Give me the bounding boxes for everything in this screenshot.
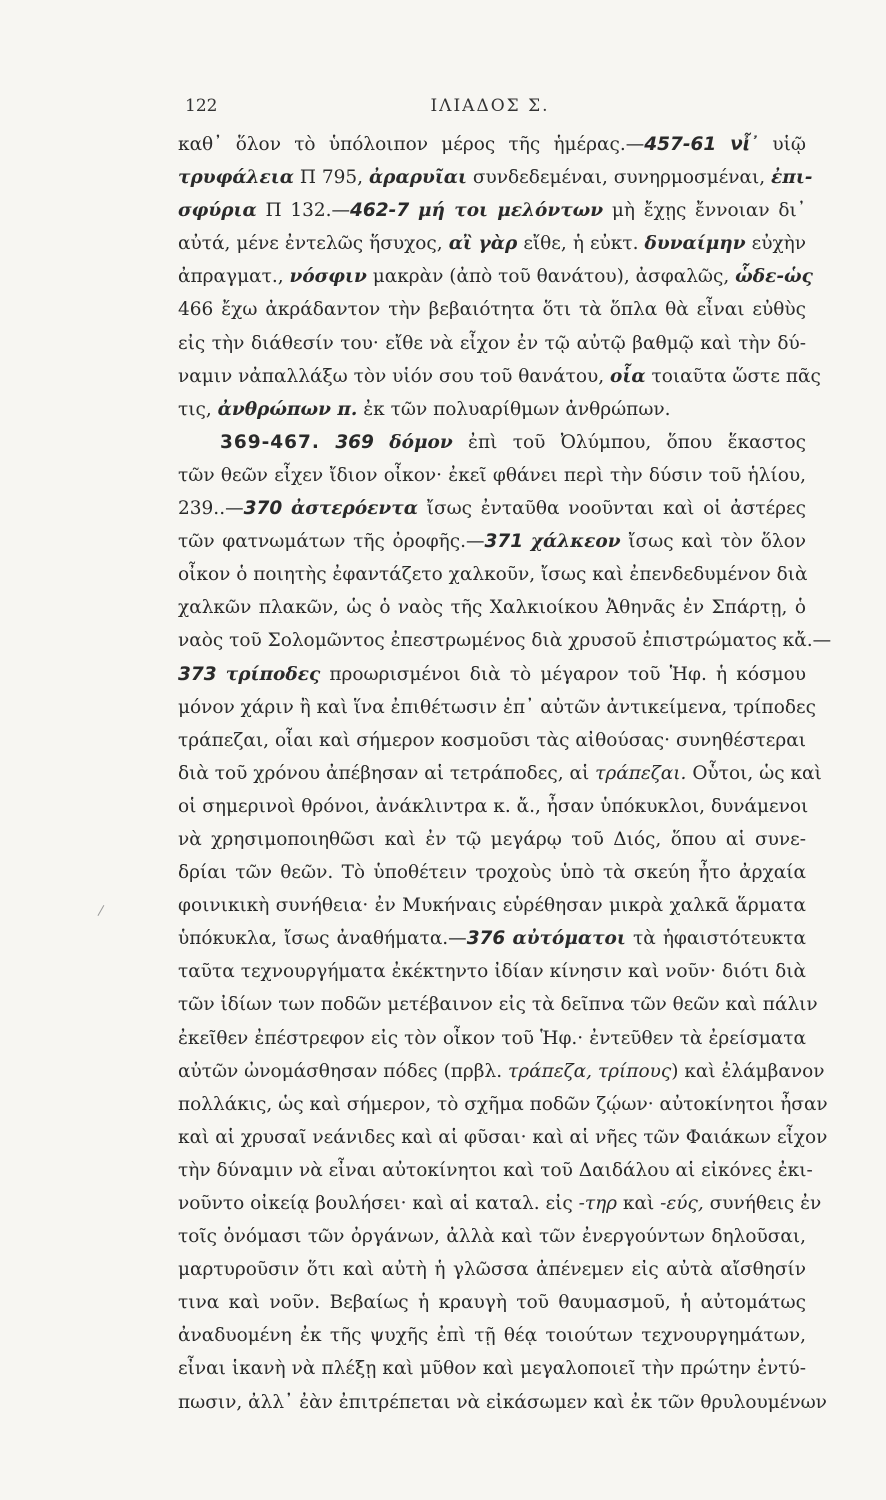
text-run: καὶ αἱ χρυσαῖ νεάνιδες καὶ αἱ φῦσαι· καὶ αἱ νῆες τῶν Φαιάκων εἶχον	[178, 1126, 828, 1148]
text-line	[178, 227, 806, 260]
text-run-num: 371	[484, 531, 524, 553]
text-run-num: 369	[335, 431, 374, 453]
text-run: ἐπὶ τοῦ Ὀλύμπου, ὅπου ἕκαστος	[452, 431, 806, 453]
text-run-b: οἷα	[610, 365, 646, 387]
text-run-b: ἀραρυῖαι	[368, 167, 467, 189]
text-run: καὶ	[617, 1193, 661, 1214]
text-line	[178, 955, 806, 988]
text-line	[178, 393, 806, 426]
text-run	[282, 498, 291, 519]
text-run: Οὗτοι, ὡς καὶ	[686, 762, 822, 784]
text-run	[409, 200, 418, 221]
text-line	[178, 1154, 813, 1187]
text-line	[178, 128, 806, 161]
text-line	[178, 1253, 806, 1286]
text-line	[178, 492, 806, 525]
text-run: εἴθε, ἡ εὐκτ.	[517, 233, 645, 255]
text-line	[178, 922, 806, 955]
text-run-b: τρίποδες	[225, 663, 321, 685]
text-line	[178, 1055, 825, 1088]
text-run: τῶν θεῶν εἶχεν ἴδιον οἶκον· ἐκεῖ φθάνει περὶ τὴν δύσιν τοῦ ἡλίου,	[178, 464, 806, 486]
text-run-it: τράπεζα, τρίπους	[507, 1060, 672, 1082]
text-run: αὐτῶν ὠνομάσθησαν πόδες (πρβλ.	[178, 1060, 508, 1082]
text-run: πωσιν, ἀλλ᾽ ἐὰν ἐπιτρέπεται νὰ εἰκάσωμεν καὶ ἐκ τῶν θρυλουμένων	[178, 1391, 827, 1413]
text-run: 239..—	[178, 498, 244, 520]
text-run-it: -τηρ	[578, 1193, 618, 1214]
text-run: δρίαι τῶν θεῶν. Τὸ ὑποθέτειν τροχοὺς ὑπὸ τὰ σκεύη ἦτο ἀρχαία	[178, 862, 806, 884]
page-header	[185, 96, 795, 126]
text-run: χαλκῶν πλακῶν, ὡς ὁ ναὸς τῆς Χαλκιοίκου Ἀθηνᾶς ἐν Σπάρτῃ, ὁ	[178, 597, 806, 619]
text-run	[320, 432, 335, 453]
text-run	[523, 531, 531, 552]
text-line	[178, 327, 806, 360]
text-run: αὐτά, μένε ἐντελῶς ἥσυχος,	[178, 233, 449, 255]
text-line	[178, 724, 806, 757]
text-run: τράπεζαι, οἷαι καὶ σήμερον κοσμοῦσι τὰς αἰθούσας· συνηθέστεραι	[178, 729, 806, 751]
text-run: φοινικικὴ συνήθεια· ἐν Μυκήναις εὑρέθησαν μικρὰ χαλκᾶ ἅρματα	[178, 895, 806, 917]
text-line	[178, 691, 816, 724]
text-line	[178, 658, 806, 691]
text-run: ναμιν νἀπαλλάξω τὸν υἱόν σου τοῦ θανάτου,	[178, 365, 611, 387]
text-run: συνήθεις ἐν	[703, 1193, 822, 1214]
text-line	[178, 426, 806, 459]
text-run-b: αὐτόματοι	[512, 928, 626, 950]
text-run-b: δόμον	[389, 431, 453, 453]
text-line	[178, 194, 806, 227]
text-line	[178, 856, 806, 889]
text-run: τοιαῦτα ὥστε πᾶς	[645, 365, 821, 387]
text-run: Π 795,	[293, 167, 369, 189]
margin-mark	[97, 905, 109, 919]
text-line	[178, 790, 809, 823]
text-run: μόνον χάριν ἢ καὶ ἵνα ἐπιθέτωσιν ἐπ᾽ αὐτῶν ἀντικείμενα, τρίποδες	[178, 696, 816, 718]
text-run-b: αἲ γὰρ	[448, 233, 518, 255]
text-run-it: τράπεζαι.	[595, 762, 687, 784]
text-run-b: ἐπι-	[771, 167, 813, 189]
text-run-b: χάλκεον	[530, 531, 621, 553]
text-run: τις,	[178, 398, 218, 420]
text-run: οἱ σημερινοὶ θρόνοι, ἀνάκλιντρα κ. ἄ., ἦσαν ὑπόκυκλοι, δυνάμενοι	[178, 795, 809, 817]
text-run: Π 132.—	[256, 200, 351, 222]
running-title: ΙΛΙΑΔΟΣ Σ.	[430, 96, 550, 116]
text-run: τοῖς ὀνόμασι τῶν ὀργάνων, ἀλλὰ καὶ τῶν ἐνεργούντων δηλοῦσαι,	[178, 1226, 806, 1248]
text-run-num: 462-7	[350, 200, 410, 222]
text-line	[178, 591, 806, 624]
text-run: εἰς τὴν διάθεσίν του· εἴθε νὰ εἶχον ἐν τῷ αὐτῷ βαθμῷ καὶ τὴν δύ-	[178, 332, 806, 354]
text-run-b: δυναίμην	[644, 233, 746, 255]
text-run-b: νόσφιν	[289, 266, 367, 288]
text-run: υἱῷ	[759, 134, 807, 155]
text-line	[178, 360, 821, 393]
text-run-num: 373	[178, 663, 217, 685]
text-run: ἐκ τῶν πολυαρίθμων ἀνθρώπων.	[357, 398, 671, 420]
commentary-text	[178, 128, 832, 1419]
text-run	[217, 664, 226, 685]
text-line	[178, 1319, 806, 1352]
text-run-num: 457-61 νἶ᾽	[644, 134, 760, 155]
text-run: τῶν φατνωμάτων τῆς ὀροφῆς.—	[178, 531, 485, 553]
text-line	[178, 1352, 806, 1385]
text-run: ἀναδυομένη ἐκ τῆς ψυχῆς ἐπὶ τῇ θέᾳ τοιούτων τεχνουργημάτων,	[178, 1325, 806, 1347]
text-run: τὰ ἡφαιστότευκτα	[625, 928, 806, 950]
text-run: ὑπόκυκλα, ἴσως ἀναθήματα.—	[178, 928, 467, 950]
text-line	[178, 293, 806, 326]
text-run: προωρισμένοι διὰ τὸ μέγαρον τοῦ Ἡφ. ἡ κόσμου	[320, 663, 806, 685]
text-line	[178, 1220, 806, 1253]
text-run: ναὸς τοῦ Σολομῶντος ἐπεστρωμένος διὰ χρυσοῦ ἐπιστρώματος κἄ.—	[178, 630, 832, 652]
text-run: ἐκεῖθεν ἐπέστρεφον εἰς τὸν οἶκον τοῦ Ἡφ.· ἐντεῦθεν τὰ ἐρείσματα	[178, 1027, 806, 1049]
page-number: 122	[185, 96, 218, 116]
text-run: μὴ ἔχῃς ἔννοιαν δι᾽	[603, 200, 806, 222]
text-line	[178, 558, 806, 591]
text-line	[178, 988, 818, 1021]
text-run-b: τρυφάλεια	[178, 167, 294, 189]
text-run: 466 ἔχω ἀκράδαντον τὴν βεβαιότητα ὅτι τὰ ὅπλα θὰ εἶναι εὐθὺς	[178, 299, 806, 321]
text-run: τῶν ἰδίων των ποδῶν μετέβαινον εἰς τὰ δεῖπνα τῶν θεῶν καὶ πάλιν	[178, 994, 818, 1016]
text-line	[178, 161, 813, 194]
text-run-b: ἀνθρώπων π.	[217, 398, 358, 420]
text-run: ἀπραγματ.,	[178, 266, 290, 288]
text-run-it: -εύς,	[660, 1193, 704, 1214]
text-run-num: 376	[466, 928, 506, 950]
text-line	[178, 1121, 828, 1154]
text-run: ) καὶ ἐλάμβανον	[671, 1060, 825, 1082]
text-line	[178, 260, 813, 293]
text-line	[178, 525, 806, 558]
text-line	[178, 1286, 806, 1319]
text-line	[178, 1022, 806, 1055]
text-line	[178, 889, 806, 922]
text-run: πολλάκις, ὡς καὶ σήμερον, τὸ σχῆμα ποδῶν ζῴων· αὐτοκίνητοι ἦσαν	[178, 1093, 828, 1115]
text-run-num: 370	[243, 498, 283, 520]
text-run: οἶκον ὁ ποιητὴς ἐφαντάζετο χαλκοῦν, ἴσως καὶ ἐπενδεδυμένον διὰ	[178, 564, 808, 586]
text-run-b: ἀστερόεντα	[290, 498, 418, 520]
text-run: ἴσως καὶ τὸν ὅλον	[620, 531, 807, 553]
text-line	[178, 1088, 828, 1121]
text-line	[178, 459, 806, 492]
text-line	[178, 757, 822, 790]
text-run: ἴσως ἐνταῦθα νοοῦνται καὶ οἱ ἀστέρες	[417, 498, 806, 520]
text-run: εἶναι ἱκανὴ νὰ πλέξῃ καὶ μῦθον καὶ μεγαλοποιεῖ τὴν πρώτην ἐντύ-	[178, 1358, 806, 1380]
text-line	[178, 624, 832, 657]
text-run: διὰ τοῦ χρόνου ἀπέβησαν αἱ τετράποδες, αἱ	[178, 762, 596, 784]
text-run-b: μή τοι μελόντων	[417, 200, 604, 222]
text-line	[178, 1187, 822, 1220]
text-run: ταῦτα τεχνουργήματα ἐκέκτηντο ἰδίαν κίνησιν καὶ νοῦν· διότι διὰ	[178, 961, 806, 983]
text-run: τὴν δύναμιν νὰ εἶναι αὐτοκίνητοι καὶ τοῦ Δαιδάλου αἱ εἰκόνες ἐκι-	[178, 1159, 813, 1181]
text-run: εὐχὴν	[745, 233, 806, 255]
text-run-b: σφύρια	[178, 200, 257, 222]
text-run: συνδεδεμέναι, συνηρμοσμέναι,	[467, 167, 772, 189]
text-run: μαρτυροῦσιν ὅτι καὶ αὐτὴ ἡ γλῶσσα ἀπένεμεν εἰς αὐτὰ αἴσθησίν	[178, 1259, 806, 1281]
text-line	[178, 823, 806, 856]
text-run: καθ᾽ ὅλον τὸ ὑπόλοιπον μέρος τῆς ἡμέρας.—	[178, 134, 645, 155]
text-run: νὰ χρησιμοποιηθῶσι καὶ ἐν τῷ μεγάρῳ τοῦ Διός, ὅπου αἱ συνε-	[178, 828, 806, 850]
text-run: μακρὰν (ἀπὸ τοῦ θανάτου), ἀσφαλῶς,	[366, 266, 736, 288]
text-line	[178, 1386, 827, 1419]
text-run-b: ὧδε-ὡς	[735, 266, 813, 288]
text-run: νοῦντο οἰκείᾳ βουλήσει· καὶ αἱ καταλ. εἰς	[178, 1193, 579, 1214]
text-run: τινα καὶ νοῦν. Βεβαίως ἡ κραυγὴ τοῦ θαυμασμοῦ, ἡ αὐτομάτως	[178, 1292, 806, 1314]
text-run	[374, 432, 389, 453]
text-run-heading: 369-467.	[220, 431, 320, 453]
